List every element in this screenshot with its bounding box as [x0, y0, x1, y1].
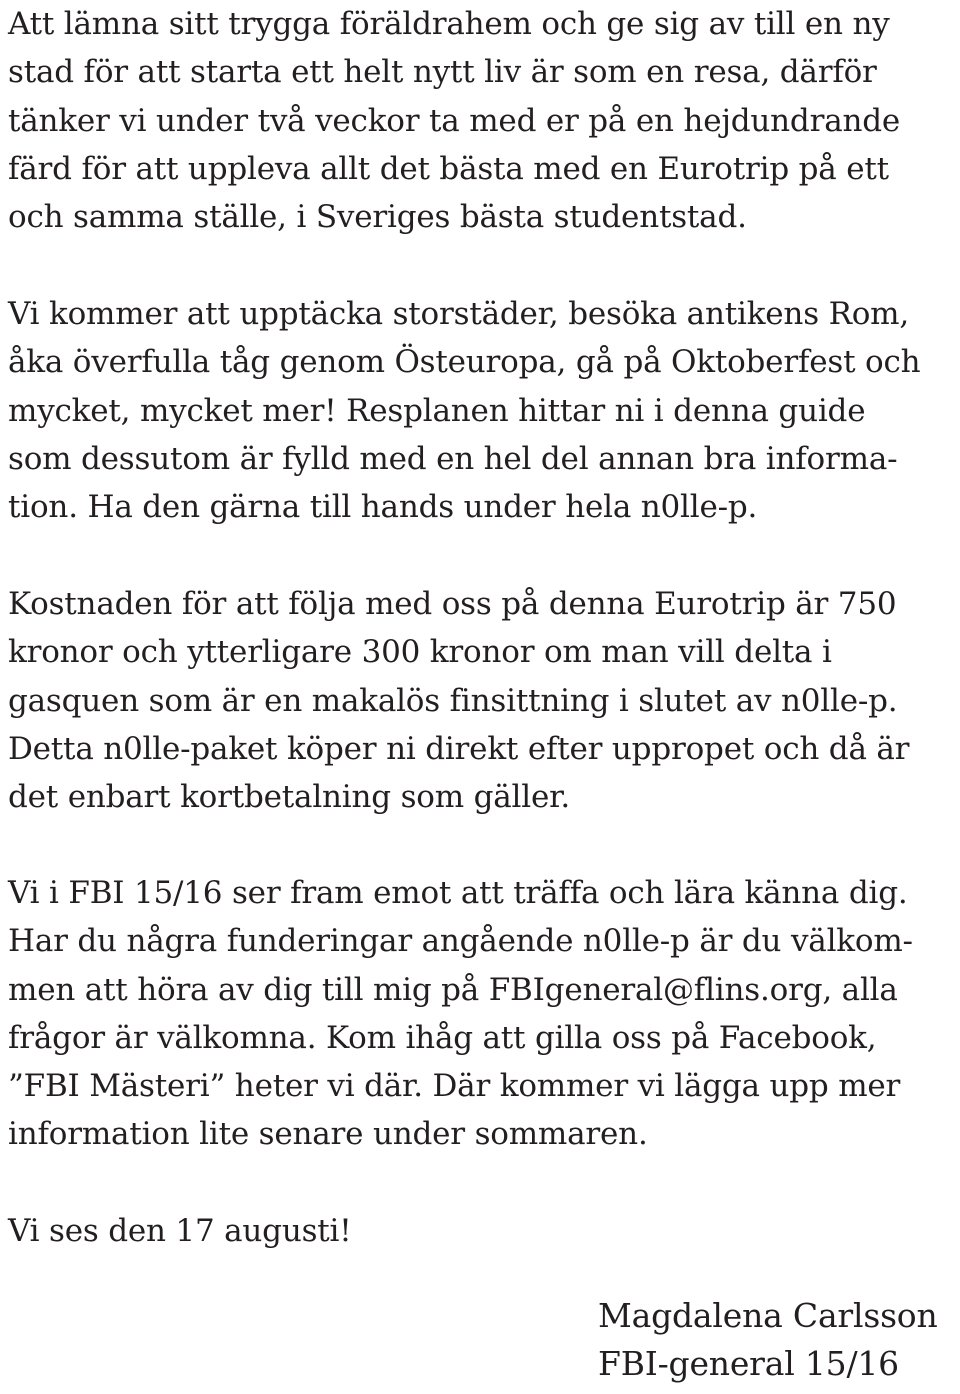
text-line: ”FBI Mästeri” heter vi där. Där kommer vi lägga upp mer: [8, 1068, 901, 1105]
text-line: Har du några funderingar angående n0lle-p är du välkom-: [8, 923, 913, 960]
paragraph-contact: [8, 869, 913, 1159]
text-line: Vi i FBI 15/16 ser fram emot att träffa och lära känna dig.: [8, 875, 908, 911]
text-line: men att höra av dig till mig på FBIgeneral@flins.org, alla: [8, 971, 898, 1008]
text-line: Kostnaden för att följa med oss på denna Eurotrip är 750: [8, 586, 897, 622]
text-line: mycket, mycket mer! Resplanen hittar ni i denna guide: [8, 392, 866, 429]
text-line: det enbart kortbetalning som gäller.: [8, 779, 570, 816]
paragraph-itinerary: [8, 290, 920, 531]
text-line: stad för att starta ett helt nytt liv är som en resa, därför: [8, 54, 877, 91]
text-line: färd för att uppleva allt det bästa med en Eurotrip på ett: [8, 150, 889, 187]
signature-block: [598, 1292, 958, 1388]
text-line: och samma ställe, i Sveriges bästa studentstad.: [8, 199, 747, 236]
paragraph-closing: [8, 1207, 352, 1255]
text-line: Detta n0lle-paket köper ni direkt efter uppropet och då är: [8, 730, 910, 767]
text-line: tänker vi under två veckor ta med er på en hejdundrande: [8, 102, 901, 139]
signature-title: FBI-general 15/16: [598, 1344, 899, 1383]
text-line: som dessutom är fylld med en hel del annan bra informa-: [8, 440, 898, 477]
text-line: gasquen som är en makalös finsittning i slutet av n0lle-p.: [8, 682, 898, 719]
text-line: frågor är välkomna. Kom ihåg att gilla oss på Facebook,: [8, 1019, 877, 1056]
text-line: åka överfulla tåg genom Östeuropa, gå på Oktoberfest och: [8, 344, 921, 381]
text-line: Vi ses den 17 augusti!: [8, 1213, 352, 1249]
text-line: Att lämna sitt trygga föräldrahem och ge sig av till en ny: [8, 6, 890, 42]
text-line: kronor och ytterligare 300 kronor om man vill delta i: [8, 634, 832, 671]
paragraph-cost: [8, 580, 909, 821]
text-line: information lite senare under sommaren.: [8, 1116, 648, 1153]
text-line: tion. Ha den gärna till hands under hela n0lle-p.: [8, 489, 758, 526]
text-line: Vi kommer att upptäcka storstäder, besöka antikens Rom,: [8, 296, 910, 332]
paragraph-intro: [8, 0, 900, 241]
signature-name: Magdalena Carlsson: [598, 1296, 938, 1335]
